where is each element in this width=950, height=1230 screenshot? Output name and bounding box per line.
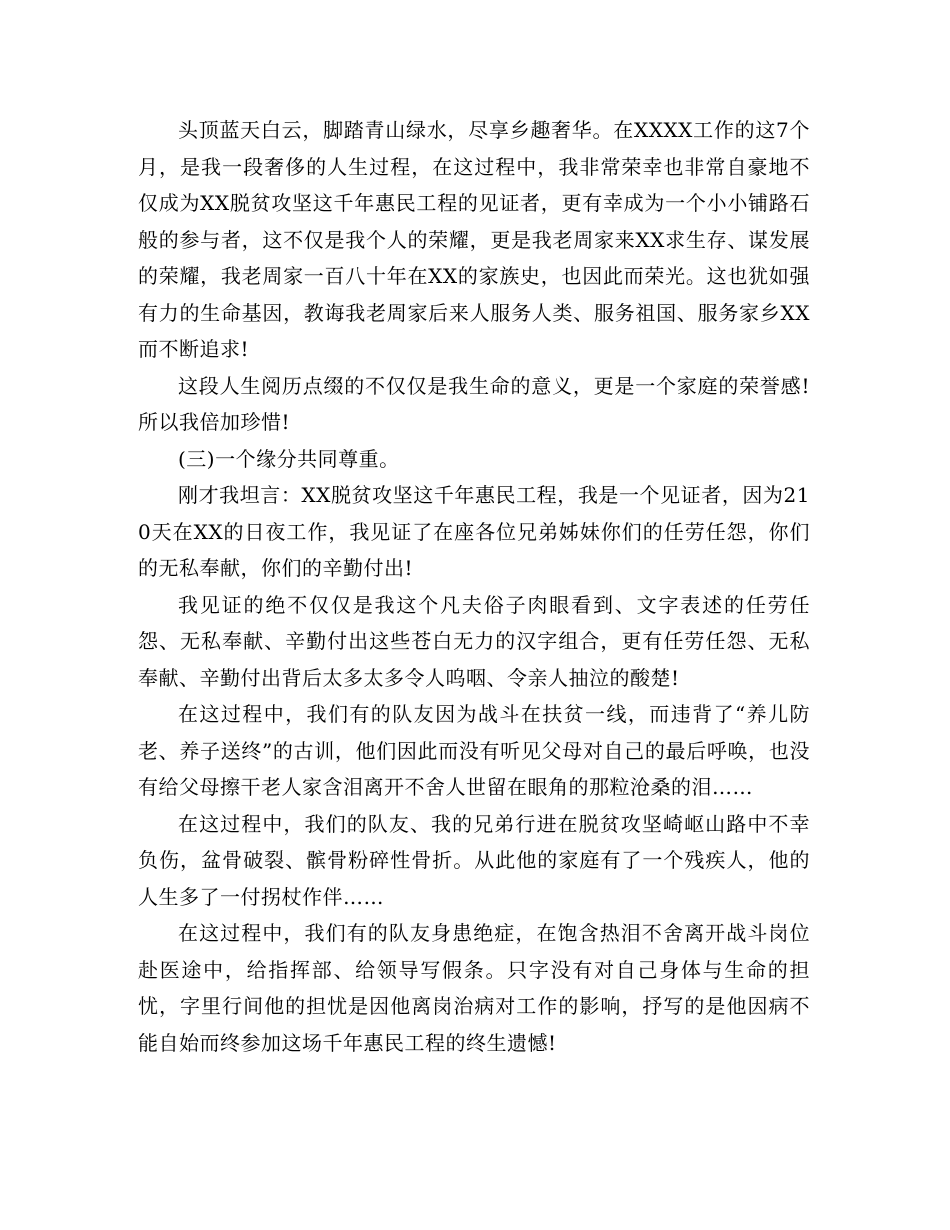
paragraph-2: 这段人生阅历点缀的不仅仅是我生命的意义，更是一个家庭的荣誉感!所以我倍加珍惜! [138, 373, 810, 434]
paragraph-7: 在这过程中，我们有的队友身患绝症，在饱含热泪不舍离开战斗岗位赴医途中，给指挥部、给领导写假条。只字没有对自己身体与生命的担忧，字里行间他的担忧是因他离岗治病对工作的影响，抒写的是他因病不能自始而终参加这场千年惠民工程的终生遗憾! [138, 921, 810, 1055]
document-body [138, 112, 810, 1061]
paragraph-5: 在这过程中，我们有的队友因为战斗在扶贫一线，而违背了“养儿防老、养子送终”的古训，他们因此而没有听见父母对自己的最后呼唤，也没有给父母擦干老人家含泪离开不舍人世留在眼角的那粒沧桑的泪…… [138, 702, 810, 799]
paragraph-6: 在这过程中，我们的队友、我的兄弟行进在脱贫攻坚崎岖山路中不幸负伤，盆骨破裂、髌骨粉碎性骨折。从此他的家庭有了一个残疾人，他的人生多了一付拐杖作伴…… [138, 811, 810, 909]
paragraph-3: 刚才我坦言：XX脱贫攻坚这千年惠民工程，我是一个见证者，因为210天在XX的日夜工作，我见证了在座各位兄弟姊妹你们的任劳任怨，你们的无私奉献，你们的辛勤付出! [138, 483, 810, 580]
paragraph-4: 我见证的绝不仅仅是我这个凡夫俗子肉眼看到、文字表述的任劳任怨、无私奉献、辛勤付出这些苍白无力的汉字组合，更有任劳任怨、无私奉献、辛勤付出背后太多太多令人呜咽、令亲人抽泣的酸楚! [138, 592, 810, 690]
section-heading: (三)一个缘分共同尊重。 [178, 446, 400, 471]
paragraph-1: 头顶蓝天白云，脚踏青山绿水，尽享乡趣奢华。在XXXX工作的这7个月，是我一段奢侈的人生过程，在这过程中，我非常荣幸也非常自豪地不仅成为XX脱贫攻坚这千年惠民工程的见证者，更有幸成为一个小小铺路石般的参与者，这不仅是我个人的荣耀，更是我老周家来XX求生存、谋发展的荣耀，我老周家一百八十年在XX的家族史，也因此而荣光。这也犹如强有力的生命基因，教诲我老周家后来人服务人类、服务祖国、服务家乡XX而不断追求! [138, 118, 810, 361]
